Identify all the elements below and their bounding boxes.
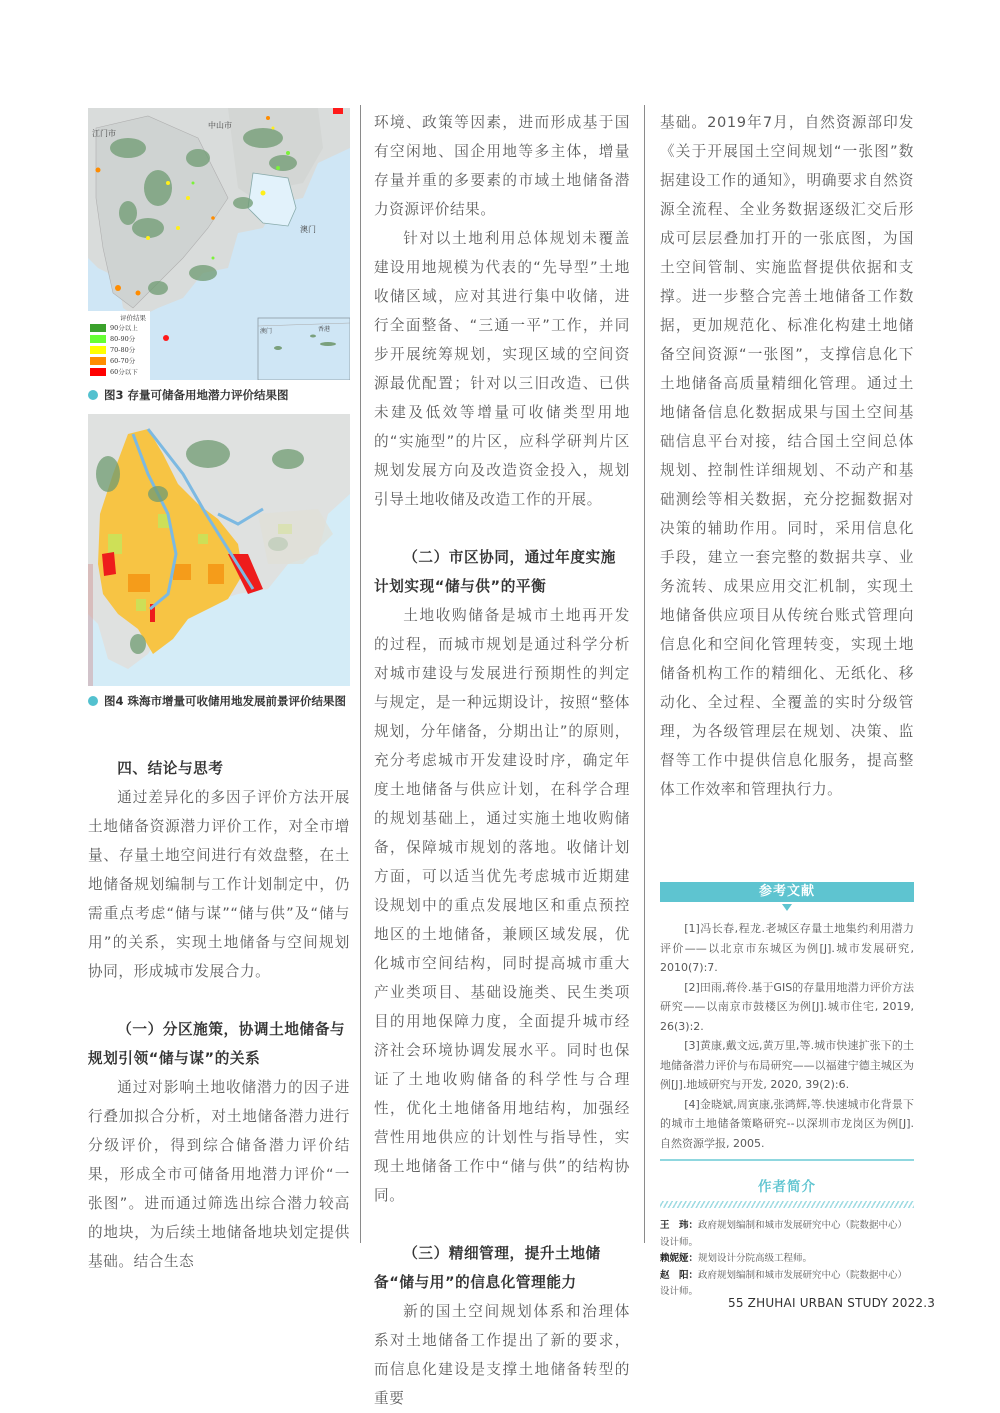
column-divider <box>644 105 645 1243</box>
legend-swatch-60-70 <box>90 357 106 365</box>
legend-item <box>88 333 150 344</box>
legend-label: 90分以上 <box>110 324 138 332</box>
author-description: 规划设计分院高级工程师。 <box>698 1253 813 1264</box>
legend-item <box>88 366 150 377</box>
down-triangle-icon <box>782 904 792 911</box>
inset-label-macau: 澳门 <box>260 328 273 335</box>
column-3 <box>660 108 914 1301</box>
legend-item <box>88 322 150 333</box>
caption-bullet-icon <box>88 696 98 706</box>
paragraph: 针对以土地利用总体规划未覆盖建设用地规模为代表的“先导型”土地收储区域，应对其进行集中收储，进行全面整备、“三通一平”工作，并同步开展统筹规划，实现区域的空间资源最优配置；针对以三旧改造、已供未建及低效等增量可收储类型用地的“实施型”的片区，应科学研判片区规划发展方向及改造资金投入，规划引导土地收储及改造工作的开展。 <box>374 230 630 508</box>
paragraph-continued: 基础。2019年7月，自然资源部印发《关于开展国土空间规划“一张图”数据建设工作的通知》，明确要求自然资源全流程、全业务数据逐级汇交后形成可层层叠加打开的一张底图，为国土空间管制、实施监督提供依据和支撑。进一步整合完善土地储备工作数据，更加规范化、标准化构建土地储备空间资源“一张图”，支撑信息化下土地储备高质量精细化管理。通过土地储备信息化数据成果与国土空间基础信息平台对接，结合国土空间总体规划、控制性详细规划、不动产和基础测绘等相关数据，充分挖掘数据对决策的辅助作用。同时，采用信息化手段，建立一套完整的数据共享、业务流转、成果应用交汇机制，实现土地储备供应项目从传统台账式管理向信息化和空间化管理转变，实现土地储备机构工作的精细化、无纸化、移动化、全过程、全覆盖的实时分级管理，为各级管理层在规划、决策、监督等工作中提供信息化服务，提高整体工作效率和管理执行力。 <box>660 114 914 798</box>
author-item <box>660 1251 914 1268</box>
reference-item: [2]田雨,蒋伶.基于GIS的存量用地潜力评价方法研究——以南京市鼓楼区为例[J].城市住宅, 2019, 26(3):2. <box>660 980 914 1033</box>
paragraph-continued: 环境、政策等因素，进而形成基于国有空闲地、国企用地等多主体，增量存量并重的多要素的市域土地储备潜力资源评价结果。 <box>374 114 630 218</box>
legend-label: 60分以下 <box>110 368 138 376</box>
legend-label: 80-90分 <box>110 335 136 343</box>
author-bio-title: 作者简介 <box>758 1179 816 1195</box>
column-divider <box>360 105 361 1243</box>
caption-text: 图4 珠海市增量可收储用地发展前景评价结果图 <box>104 694 347 708</box>
place-label-jiangmen: 江门市 <box>92 129 116 138</box>
reference-item: [3]黄康,戴文远,黄万里,等.城市快速扩张下的土地储备潜力评价与布局研究——以福建宁德主城区为例[J].地域研究与开发, 2020, 39(2):6. <box>660 1039 914 1091</box>
references-banner: 参考文献 <box>660 882 914 902</box>
author-description: 政府规划编制和城市发展研究中心（院数据中心）设计师。 <box>660 1220 908 1248</box>
legend-swatch-80-90 <box>90 335 106 343</box>
legend-label: 60-70分 <box>110 357 136 365</box>
figure-3-map <box>88 108 350 380</box>
legend-label: 70-80分 <box>110 346 136 354</box>
page-footer: 55 ZHUHAI URBAN STUDY 2022.3 <box>728 1296 936 1310</box>
legend-swatch-70-80 <box>90 346 106 354</box>
section-4-heading: 四、结论与思考 <box>117 760 224 777</box>
author-name: 王 玮： <box>660 1220 699 1231</box>
references-divider <box>660 1159 914 1161</box>
subsection-3-paragraph: 新的国土空间规划体系和治理体系对土地储备工作提出了新的要求，而信息化建设是支撑土地储备转型的重要 <box>374 1303 630 1407</box>
section-4-paragraph: 通过差异化的多因子评价方法开展土地储备资源潜力评价工作，对全市增量、存量土地空间进行有效盘整，在土地储备规划编制与工作计划制定中，仍需重点考虑“储与谋”“储与供”及“储与用”的关系，实现土地储备与空间规划协同，形成城市发展合力。 <box>88 789 350 980</box>
subsection-2-heading: （二）市区协同，通过年度实施计划实现“储与供”的平衡 <box>374 549 616 595</box>
legend-item <box>88 355 150 366</box>
map-legend <box>88 311 150 380</box>
author-name: 赵 阳： <box>660 1269 699 1281</box>
legend-swatch-90-plus <box>90 324 106 332</box>
caption-text: 图3 存量可储备用地潜力评价结果图 <box>104 388 289 402</box>
place-label-macau: 澳门 <box>300 225 316 234</box>
place-label-zhongshan: 中山市 <box>208 121 232 130</box>
subsection-3-heading: （三）精细管理，提升土地储备“储与用”的信息化管理能力 <box>374 1245 601 1291</box>
map-development-prospects <box>88 414 350 686</box>
reference-item: [1]冯长春,程龙.老城区存量土地集约利用潜力评价——以北京市东城区为例[J].城市发展研究, 2010(7):7. <box>660 922 914 974</box>
column-2 <box>374 108 630 1413</box>
inset-label-hongkong: 香港 <box>318 326 331 333</box>
figure-4-map <box>88 414 350 686</box>
author-name: 赖妮娅： <box>660 1253 699 1264</box>
hatch-divider <box>660 1201 914 1208</box>
caption-bullet-icon <box>88 390 98 400</box>
reference-item: [4]金晓斌,周寅康,张鸿辉,等.快速城市化背景下的城市土地储备策略研究--以深圳市龙岗区为例[J].自然资源学报, 2005. <box>660 1097 914 1150</box>
subsection-2-paragraph: 土地收购储备是城市土地再开发的过程，而城市规划是通过科学分析对城市建设与发展进行预期性的判定与规定，是一种远期设计，按照“整体规划，分年储备，分期出让”的原则，充分考虑城市开发建设时序，确定年度土地储备与供应计划，在科学合理的规划基础上，通过实施土地收购储备，保障城市规划的落地。收储计划方面，可以适当优先考虑城市近期建设规划中的重点发展地区和重点预控地区的土地储备，兼顾区域发展，优化城市空间结构，同时提高城市重大产业类项目、基础设施类、民生类项目的用地保障力度，全面提升城市经济社会环境协调发展水平。同时也保证了土地收购储备的科学性与合理性，优化土地储备用地结构，加强经营性用地供应的计划性与指导性，实现土地储备工作中“储与供”的结构协同。 <box>374 607 630 1204</box>
figure-3-caption <box>88 386 350 404</box>
author-item <box>660 1218 914 1251</box>
author-description: 政府规划编制和城市发展研究中心（院数据中心）设计师。 <box>660 1269 908 1297</box>
column-1 <box>88 108 350 1276</box>
subsection-1-paragraph: 通过对影响土地收储潜力的因子进行叠加拟合分析，对土地储备潜力进行分级评价，得到综合储备潜力评价结果，形成全市可储备用地潜力评价“一张图”。进而通过筛选出综合潜力较高的地块，为后续土地储备地块划定提供基础。结合生态 <box>88 1079 350 1270</box>
legend-item <box>88 344 150 355</box>
figure-4-caption <box>88 692 350 710</box>
subsection-1-heading: （一）分区施策，协调土地储备与规划引领“储与谋”的关系 <box>88 1021 346 1067</box>
legend-title: 评价结果 <box>120 314 146 322</box>
legend-swatch-below-60 <box>90 368 106 376</box>
